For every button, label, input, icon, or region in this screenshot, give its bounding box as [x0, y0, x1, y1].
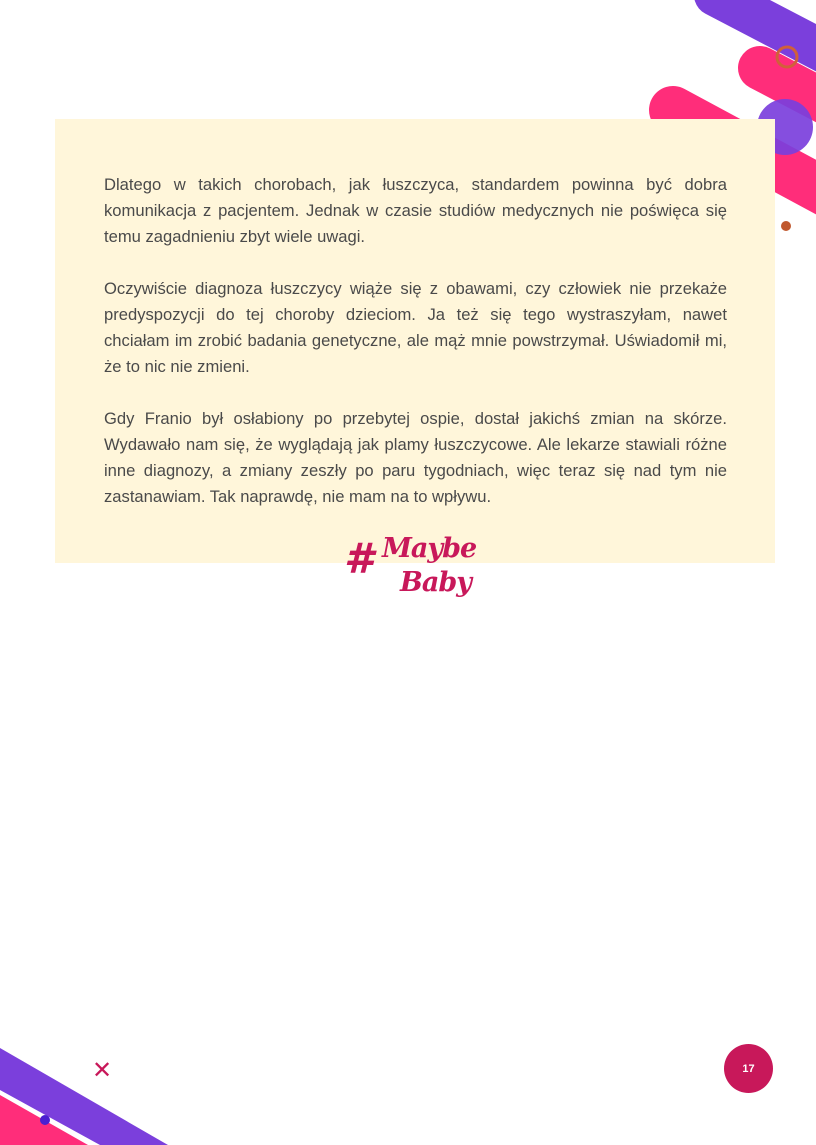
page-number: 17	[742, 1062, 755, 1075]
maybe-baby-logo	[342, 532, 477, 604]
body-text	[104, 172, 727, 536]
logo-hash: #	[344, 534, 374, 583]
paragraph-3: Gdy Franio był osłabiony po przebytej ospie, dostał jakichś zmian na skórze. Wydawało nam się, że wyglądają jak plamy łuszczycowe. Ale lekarze stawiali różne inne diagnozy, a zmiany zeszły po paru tygodniach, więc teraz się nad tym nie zastanawiam. Tak naprawdę, nie mam na to wpływu.	[104, 409, 727, 506]
close-x-icon: ✕	[92, 1056, 113, 1084]
bottom-purple-dot	[40, 1115, 50, 1125]
logo-word-baby: Baby	[400, 567, 471, 598]
paragraph-2: Oczywiście diagnoza łuszczycy wiąże się z obawami, czy człowiek nie przekaże predyspozycji do tej choroby dzieciom. Ja też się tego wystraszyłam, nawet chciałam im zrobić badania genetyczne, ale mąż mnie powstrzymał. Uświadomił mi, że to nic nie zmieni.	[104, 279, 727, 376]
logo-word-maybe: Maybe	[382, 533, 477, 564]
page-number-badge	[724, 1044, 773, 1093]
paragraph-1: Dlatego w takich chorobach, jak łuszczyca, standardem powinna być dobra komunikacja z pacjentem. Jednak w czasie studiów medycznych nie poświęca się temu zagadnieniu zbyt wiele uwagi.	[104, 175, 727, 246]
orange-dot	[781, 221, 791, 231]
